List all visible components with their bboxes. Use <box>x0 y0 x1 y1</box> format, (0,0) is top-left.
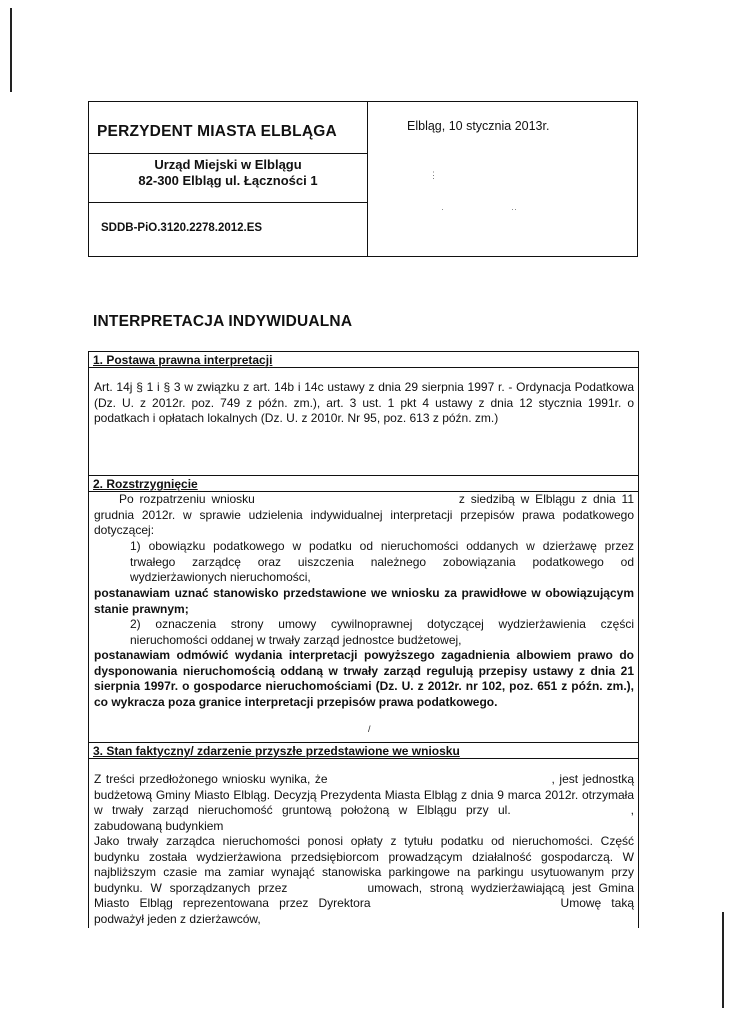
decision-point-1: 1) obowiązku podatkowego w podatku od nieruchomości oddanych w dzierżawę przez trwałego zarządcę oraz uiszczenia należnego zobowiązania podatkowego od wydzierżawionych nieruchomości, <box>130 539 634 584</box>
section-heading-line <box>88 367 639 368</box>
facts-paragraph-1 <box>94 772 634 834</box>
facts-paragraph-2 <box>94 834 634 927</box>
facts-intro: Z treści przedłożonego wniosku wynika, że <box>94 772 328 786</box>
letterhead-divider <box>89 153 367 154</box>
facts-building: , zabudowaną budynkiem <box>94 803 634 833</box>
redaction-speck: ⋮ <box>429 170 438 180</box>
redaction-speck: ·· <box>511 204 517 214</box>
section-heading-decision: 2. Rozstrzygnięcie <box>93 477 198 491</box>
decision-intro-start: Po rozpatrzeniu wniosku <box>119 492 255 506</box>
case-number: SDDB-PiO.3120.2278.2012.ES <box>101 222 263 234</box>
section-heading-legal-basis: 1. Postawa prawna interpretacji <box>93 353 273 367</box>
section-heading-line <box>88 758 639 759</box>
facts-dispute-text: Umowę taką podważył jeden z dzierżawców, <box>94 896 634 926</box>
decision-intro-end: z siedzibą w Elblągu z dnia 11 grudnia 2012r. w sprawie udzielenia indywidualnej interpretacji przepisów prawa podatkowego dotyczącej: <box>94 492 635 537</box>
facts-entity-description: , jest jednostką budżetową Gminy Miasto Elbląg. Decyzją Prezydenta Miasta Elbląg z dnia 9 marca 2012r. otrzymała w trwały zarząd nieruchomość gruntową położoną w Elblągu przy ul. <box>94 772 635 817</box>
office-name: Urząd Miejski w Elblągu <box>154 157 302 172</box>
scan-edge-mark <box>10 8 12 92</box>
letterhead-divider <box>89 202 367 203</box>
redaction-speck: / <box>368 724 371 734</box>
decision-ruling-2: postanawiam odmówić wydania interpretacji powyższego zagadnienia albowiem prawo do dysponowania nieruchomością oddaną w trwały zarząd regulują przepisy ustawy z dnia 21 sierpnia 1997r. o gospodarce nieruchomościami (Dz. U. z 2012r. nr 102, poz. 651 z późn. zm.), co wykracza poza granice interpretacji przepisów prawa podatkowego. <box>94 648 634 709</box>
scan-edge-mark <box>722 912 724 1008</box>
decision-ruling-1: postanawiam uznać stanowisko przedstawione we wniosku za prawidłowe w obowiązującym stanie prawnym; <box>94 586 634 616</box>
letterhead-divider <box>367 102 368 257</box>
office-address: 82-300 Elbląg ul. Łączności 1 <box>138 173 318 188</box>
decision-intro <box>94 492 634 539</box>
decision-point-2: 2) oznaczenia strony umowy cywilnoprawnej dotyczącej wydzierżawienia części nieruchomości oddanej w trwały zarząd jednostce budżetowej, <box>130 617 634 647</box>
document-title: INTERPRETACJA INDYWIDUALNA <box>93 313 353 330</box>
facts-contract-text: umowach, stroną wydzierżawiającą jest Gmina Miasto Elbląg reprezentowana przez Dyrektora <box>94 880 634 910</box>
legal-basis-text: Art. 14j § 1 i § 3 w związku z art. 14b i 14c ustawy z dnia 29 sierpnia 1997 r. - Ordynacja Podatkowa (Dz. U. z 2012r. poz. 749 z późn. zm.), art. 3 ust. 1 pkt 4 ustawy z dnia 12 stycznia 1991r. o podatkach i opłatach lokalnych (Dz. U. z 2010r. Nr 95, poz. 613 z późn. zm.) <box>94 380 634 425</box>
mayor-title: PERZYDENT MIASTA ELBLĄGA <box>97 123 337 140</box>
section-heading-facts: 3. Stan faktyczny/ zdarzenie przyszłe przedstawione we wniosku <box>93 744 460 758</box>
facts-tax-text: Jako trwały zarządca nieruchomości ponosi opłaty z tytułu podatku od nieruchomości. Część budynku została wydzierżawiona przedsiębiorcom prowadzącym działalność gospodarczą. W najbliższym czasie ma zamiar wynająć stanowiska parkingowe na parkingu usytuowanym przy budynku. W sporządzanych przez <box>94 834 634 895</box>
place-date: Elbląg, 10 stycznia 2013r. <box>407 119 550 133</box>
letterhead-box <box>88 101 638 257</box>
redaction-speck: · <box>441 204 444 214</box>
